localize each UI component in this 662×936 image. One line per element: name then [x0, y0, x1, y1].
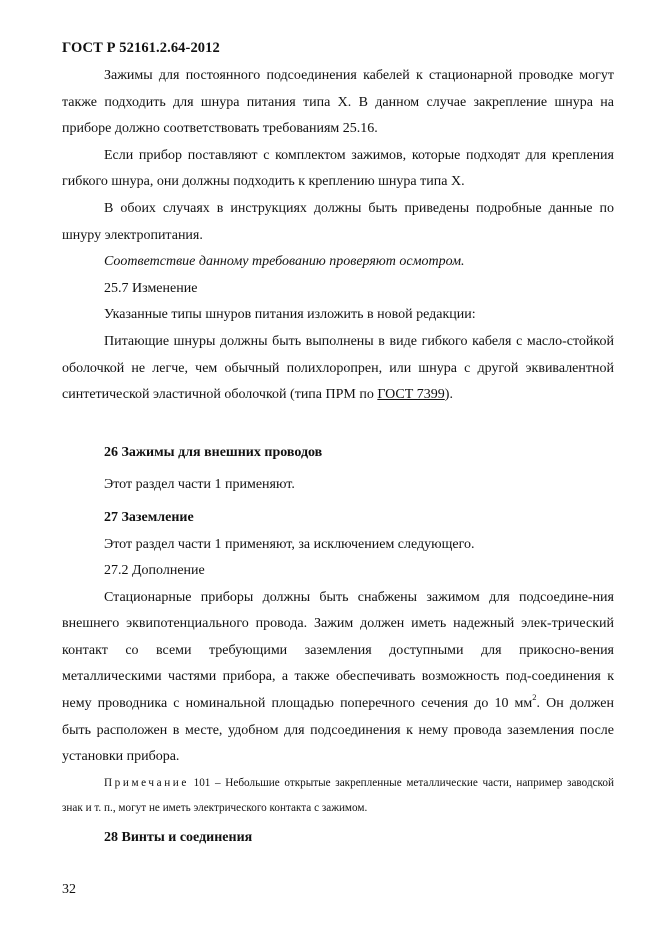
paragraph-compliance-check: Соответствие данному требованию проверяют осмотром. — [104, 254, 465, 270]
document-header: ГОСТ Р 52161.2.64-2012 — [62, 40, 220, 56]
earthing-text-end: . Он должен быть расположен в месте, удобном для подсоединения к нему провода заземления после установки прибора. — [62, 696, 614, 765]
paragraph-terminals: Зажимы для постоянного подсоединения кабелей к стационарной проводке могут также подходить для шнура питания типа X. В данном случае закрепление шнура на приборе должно соответствовать требованиям 25.16. — [62, 68, 614, 137]
clause-27-2: 27.2 Дополнение — [104, 563, 205, 579]
supply-cords-end: ). — [444, 387, 453, 403]
superscript-2: 2 — [532, 692, 537, 703]
paragraph-supply-cords — [62, 329, 614, 409]
supply-cords-text: Питающие шнуры должны быть выполнены в виде гибкого кабеля с масло-стойкой оболочкой не легче, чем обычный полихлоропрен, или шнура с другой эквивалентной синтетической эластичной оболочкой (типа ПРМ по — [62, 333, 614, 403]
page-number: 32 — [62, 882, 76, 897]
section-27-heading: 27 Заземление — [104, 509, 194, 525]
section-28-heading: 28 Винты и соединения — [104, 829, 253, 845]
paragraph-terminal-kit: Если прибор поставляют с комплектом зажимов, которые подходят для крепления гибкого шнура, они должны подходить к креплению шнура типа X. — [62, 147, 614, 190]
note-text: 101 – Небольшие открытые закрепленные металлические части, например заводской знак и т. п., могут не иметь электрического контакта с зажимом. — [62, 776, 614, 814]
note-label: Примечание — [104, 776, 189, 789]
paragraph-cord-types: Указанные типы шнуров питания изложить в новой редакции: — [104, 307, 476, 323]
section-27-body: Этот раздел части 1 применяют, за исключением следующего. — [104, 536, 475, 552]
paragraph-instructions: В обоих случаях в инструкциях должны быть приведены подробные данные по шнуру электропитания. — [62, 200, 614, 243]
section-26-body: Этот раздел части 1 применяют. — [104, 477, 295, 493]
section-26-heading: 26 Зажимы для внешних проводов — [104, 444, 323, 460]
document-body — [62, 63, 614, 851]
paragraph-earthing-terminal — [62, 585, 614, 771]
clause-25-7: 25.7 Изменение — [104, 280, 198, 296]
note-101 — [62, 771, 614, 821]
gost-7399-link[interactable]: ГОСТ 7399 — [377, 387, 445, 403]
earthing-text: Стационарные приборы должны быть снабжены зажимом для подсоедине-ния внешнего эквипотенциального провода. Зажим должен иметь надежный элек-трический контакт со всеми требующими заземления доступными для прикосно-вения металлическими частями прибора, а также обеспечивать возможность под-соединения к нему проводника с номинальной площадью поперечного сечения до 10 мм — [62, 589, 614, 712]
